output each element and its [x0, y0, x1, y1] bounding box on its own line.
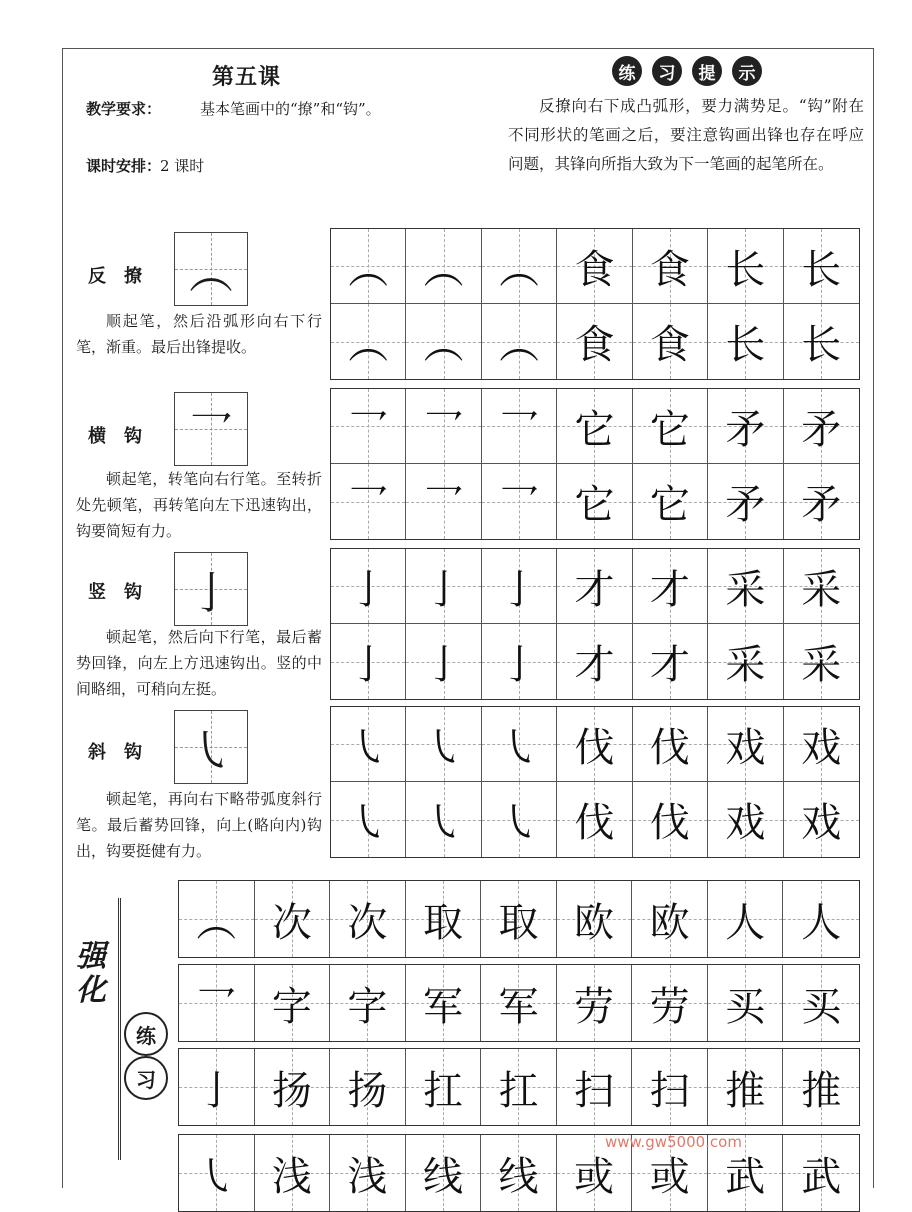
- cell-char: 或: [574, 1153, 615, 1200]
- cell-char: 乛: [348, 406, 389, 453]
- grid-cell: [481, 1135, 557, 1211]
- cell-char: 浅: [347, 1153, 388, 1200]
- cell-char: 矛: [725, 406, 766, 453]
- grid-cell: [179, 1135, 255, 1211]
- grid-cell: [557, 1049, 633, 1125]
- cell-char: 扫: [574, 1067, 615, 1114]
- tianzige-grid: [330, 388, 860, 540]
- cell-char: 买: [801, 983, 842, 1030]
- cell-char: 武: [801, 1153, 842, 1200]
- cell-char: 戏: [801, 800, 842, 846]
- grid-cell: [557, 304, 632, 379]
- practice-grid-row: [178, 1134, 860, 1212]
- grid-cell: [482, 707, 557, 782]
- cell-char: 乛: [348, 482, 389, 528]
- cell-char: 取: [422, 899, 463, 946]
- cell-char: 乛: [423, 406, 464, 453]
- grid-cell: [557, 624, 632, 699]
- grid-cell: [481, 1049, 557, 1125]
- grid-cell: [255, 965, 331, 1041]
- grid-cell: [406, 1135, 482, 1211]
- stroke-sample-glyph: 亅: [189, 568, 233, 619]
- grid-cell: [708, 229, 783, 304]
- grid-cell: [708, 1049, 784, 1125]
- grid-cell: [557, 881, 633, 957]
- cell-char: 戏: [725, 724, 766, 771]
- stroke-name: 竖钩: [88, 582, 160, 603]
- cell-char: 人: [801, 899, 842, 946]
- cell-char: ︵: [196, 899, 237, 946]
- cell-char: 乛: [499, 406, 540, 453]
- grid-cell: [331, 389, 406, 464]
- cell-char: ㇂: [499, 724, 540, 771]
- grid-cell: [482, 549, 557, 624]
- cell-char: 长: [725, 322, 766, 368]
- grid-cell: [632, 881, 708, 957]
- cell-char: 采: [801, 566, 842, 613]
- cell-char: 或: [649, 1153, 690, 1200]
- schedule-text: 2 课时: [160, 157, 205, 175]
- grid-cell: [784, 304, 859, 379]
- grid-cell: [330, 1135, 406, 1211]
- cell-char: ︵: [499, 322, 540, 368]
- grid-cell: [406, 707, 481, 782]
- grid-cell: [708, 707, 783, 782]
- grid-cell: [255, 1135, 331, 1211]
- grid-cell: [633, 229, 708, 304]
- grid-cell: [331, 624, 406, 699]
- cell-char: ㇂: [348, 724, 389, 771]
- grid-cell: [784, 624, 859, 699]
- grid-cell: [633, 782, 708, 857]
- cell-char: 伐: [574, 800, 615, 846]
- cell-char: 食: [574, 246, 615, 293]
- cell-char: ︵: [423, 246, 464, 293]
- cell-char: 亅: [348, 566, 389, 613]
- cell-char: 矛: [801, 482, 842, 528]
- tianzige-grid: [330, 228, 860, 380]
- stroke-sample-glyph: ㇂: [189, 726, 233, 777]
- stroke-sample-box: [174, 710, 248, 784]
- cell-char: 戏: [725, 800, 766, 846]
- cell-char: ㇂: [423, 800, 464, 846]
- cell-char: 才: [649, 642, 690, 688]
- cell-char: 伐: [649, 724, 690, 771]
- cell-char: 扬: [347, 1067, 388, 1114]
- grid-cell: [557, 965, 633, 1041]
- stroke-description: 顿起笔，再向右下略带弧度斜行笔。最后蓄势回锋，向上(略向内)钩出，钩要挺健有力。: [76, 790, 322, 860]
- grid-cell: [784, 389, 859, 464]
- cell-char: ︵: [348, 322, 389, 368]
- cell-char: 长: [801, 322, 842, 368]
- cell-char: 扫: [649, 1067, 690, 1114]
- grid-cell: [406, 965, 482, 1041]
- tip-badge: 习: [652, 56, 682, 86]
- grid-cell: [482, 389, 557, 464]
- stroke-name: 反撩: [88, 266, 160, 287]
- requirement-text: 基本笔画中的“撩”和“钩”。: [200, 100, 381, 118]
- schedule-label: 课时安排：: [86, 157, 162, 175]
- grid-cell: [330, 1049, 406, 1125]
- grid-cell: [633, 304, 708, 379]
- grid-cell: [633, 707, 708, 782]
- grid-cell: [557, 229, 632, 304]
- grid-cell: [331, 464, 406, 539]
- cell-char: 才: [574, 642, 615, 688]
- grid-cell: [331, 304, 406, 379]
- grid-cell: [406, 389, 481, 464]
- cell-char: 食: [574, 322, 615, 368]
- cell-char: 亅: [499, 642, 540, 688]
- grid-cell: [330, 965, 406, 1041]
- cell-char: 亅: [499, 566, 540, 613]
- grid-cell: [557, 464, 632, 539]
- grid-cell: [557, 389, 632, 464]
- grid-cell: [179, 965, 255, 1041]
- requirement-label: 教学要求：: [86, 100, 162, 118]
- cell-char: 亅: [423, 566, 464, 613]
- grid-cell: [708, 624, 783, 699]
- practice-grid-row: [178, 1048, 860, 1126]
- cell-char: 戏: [801, 724, 842, 771]
- cell-char: 扛: [498, 1067, 539, 1114]
- tip-badge: 示: [732, 56, 762, 86]
- grid-cell: [557, 707, 632, 782]
- cell-char: 欧: [574, 899, 615, 946]
- cell-char: 线: [422, 1153, 463, 1200]
- cell-char: 亅: [423, 642, 464, 688]
- cell-char: 才: [649, 566, 690, 613]
- grid-cell: [331, 782, 406, 857]
- grid-cell: [783, 1049, 859, 1125]
- cell-char: 推: [725, 1067, 766, 1114]
- grid-cell: [633, 464, 708, 539]
- grid-cell: [482, 304, 557, 379]
- grid-cell: [633, 549, 708, 624]
- cell-char: 取: [498, 899, 539, 946]
- cell-char: 军: [422, 983, 463, 1030]
- practice-tips-text: 反撩向右下成凸弧形，要力满势足。“钩”附在不同形状的笔画之后，要注意钩画出锋也存在呼应问题，其锋向所指大致为下一笔画的起笔所在。: [508, 97, 864, 173]
- cell-char: 军: [498, 983, 539, 1030]
- practice-circle: 练: [124, 1012, 168, 1056]
- stroke-name: 横钩: [88, 426, 160, 447]
- cell-char: 亅: [348, 642, 389, 688]
- stroke-sample-box: [174, 392, 248, 466]
- grid-cell: [557, 549, 632, 624]
- side-rule: [118, 898, 121, 1160]
- cell-char: ㇂: [499, 800, 540, 846]
- grid-cell: [331, 707, 406, 782]
- practice-tips-badges: [612, 56, 762, 86]
- grid-cell: [482, 624, 557, 699]
- grid-cell: [481, 881, 557, 957]
- grid-cell: [482, 464, 557, 539]
- cell-char: 人: [725, 899, 766, 946]
- cell-char: 亅: [196, 1067, 237, 1114]
- grid-cell: [708, 549, 783, 624]
- cell-char: 伐: [649, 800, 690, 846]
- tianzige-grid: [330, 548, 860, 700]
- cell-char: 推: [801, 1067, 842, 1114]
- cell-char: 它: [574, 406, 615, 453]
- practice-grid-row: [178, 880, 860, 958]
- grid-cell: [406, 304, 481, 379]
- grid-cell: [330, 881, 406, 957]
- grid-cell: [179, 881, 255, 957]
- cell-char: 食: [649, 322, 690, 368]
- grid-cell: [633, 389, 708, 464]
- cell-char: 乛: [196, 983, 237, 1030]
- grid-cell: [406, 549, 481, 624]
- cell-char: ㇂: [423, 724, 464, 771]
- cell-char: 采: [801, 642, 842, 688]
- cell-char: ㇂: [196, 1153, 237, 1200]
- grid-cell: [632, 1049, 708, 1125]
- tip-badge: 练: [612, 56, 642, 86]
- cell-char: ︵: [423, 322, 464, 368]
- lesson-title: 第五课: [212, 64, 282, 90]
- cell-char: 长: [801, 246, 842, 293]
- cell-char: 字: [271, 983, 312, 1030]
- cell-char: 字: [347, 983, 388, 1030]
- tianzige-grid: [330, 706, 860, 858]
- grid-cell: [179, 1049, 255, 1125]
- grid-cell: [708, 389, 783, 464]
- cell-char: 才: [574, 566, 615, 613]
- cell-char: 武: [725, 1153, 766, 1200]
- grid-cell: [784, 464, 859, 539]
- cell-char: 劳: [574, 983, 615, 1030]
- grid-cell: [331, 229, 406, 304]
- cell-char: 它: [574, 482, 615, 528]
- cell-char: 劳: [649, 983, 690, 1030]
- practice-title: 强化: [76, 939, 106, 1008]
- stroke-sample-glyph: 乛: [189, 408, 233, 459]
- cell-char: 浅: [271, 1153, 312, 1200]
- grid-cell: [784, 229, 859, 304]
- grid-cell: [708, 782, 783, 857]
- cell-char: 食: [649, 246, 690, 293]
- grid-cell: [406, 624, 481, 699]
- grid-cell: [708, 464, 783, 539]
- cell-char: 采: [725, 566, 766, 613]
- tip-badge: 提: [692, 56, 722, 86]
- cell-char: 买: [725, 983, 766, 1030]
- cell-char: 矛: [801, 406, 842, 453]
- grid-cell: [783, 881, 859, 957]
- cell-char: 线: [498, 1153, 539, 1200]
- cell-char: ︵: [348, 246, 389, 293]
- stroke-sample-box: [174, 232, 248, 306]
- grid-cell: [708, 881, 784, 957]
- grid-cell: [406, 464, 481, 539]
- grid-cell: [784, 782, 859, 857]
- grid-cell: [406, 881, 482, 957]
- cell-char: 伐: [574, 724, 615, 771]
- grid-cell: [331, 549, 406, 624]
- cell-char: ︵: [499, 246, 540, 293]
- grid-cell: [481, 965, 557, 1041]
- watermark: www.gw5000.com: [605, 1133, 742, 1151]
- stroke-name: 斜钩: [88, 742, 160, 763]
- grid-cell: [255, 1049, 331, 1125]
- cell-char: 长: [725, 246, 766, 293]
- cell-char: 它: [649, 406, 690, 453]
- cell-char: 扬: [271, 1067, 312, 1114]
- grid-cell: [406, 1049, 482, 1125]
- cell-char: 次: [347, 899, 388, 946]
- cell-char: 欧: [649, 899, 690, 946]
- grid-cell: [784, 707, 859, 782]
- cell-char: 乛: [423, 482, 464, 528]
- stroke-description: 顿起笔，然后向下行笔，最后蓄势回锋，向左上方迅速钩出。竖的中间略细，可稍向左挺。: [76, 628, 322, 698]
- stroke-sample-box: [174, 552, 248, 626]
- cell-char: ㇂: [348, 800, 389, 846]
- grid-cell: [633, 624, 708, 699]
- stroke-description: 顺起笔，然后沿弧形向右下行笔，渐重。最后出锋提收。: [76, 312, 322, 356]
- grid-cell: [783, 965, 859, 1041]
- practice-grid-row: [178, 964, 860, 1042]
- grid-cell: [482, 229, 557, 304]
- grid-cell: [482, 782, 557, 857]
- stroke-sample-glyph: ︵: [189, 248, 233, 299]
- cell-char: 矛: [725, 482, 766, 528]
- grid-cell: [632, 965, 708, 1041]
- cell-char: 采: [725, 642, 766, 688]
- grid-cell: [708, 304, 783, 379]
- grid-cell: [783, 1135, 859, 1211]
- practice-circle: 习: [124, 1056, 168, 1100]
- grid-cell: [255, 881, 331, 957]
- grid-cell: [557, 782, 632, 857]
- cell-char: 扛: [422, 1067, 463, 1114]
- cell-char: 乛: [499, 482, 540, 528]
- grid-cell: [406, 229, 481, 304]
- grid-cell: [406, 782, 481, 857]
- grid-cell: [708, 965, 784, 1041]
- stroke-description: 顿起笔，转笔向右行笔。至转折处先顿笔，再转笔向左下迅速钩出，钩要简短有力。: [76, 470, 322, 540]
- cell-char: 它: [649, 482, 690, 528]
- grid-cell: [784, 549, 859, 624]
- cell-char: 次: [271, 899, 312, 946]
